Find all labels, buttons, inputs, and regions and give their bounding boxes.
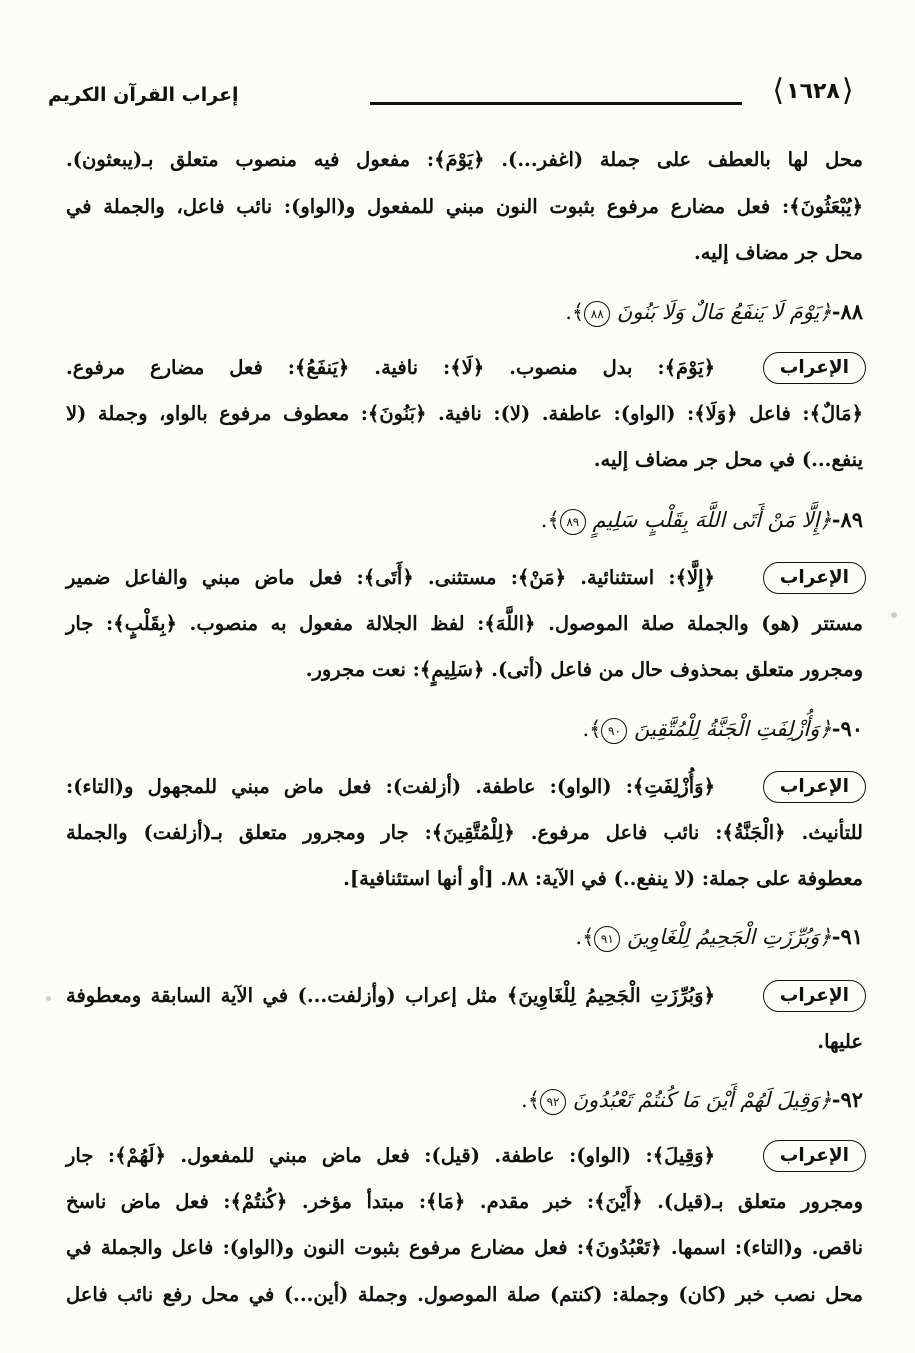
irab-88-line-3: ينفع...) في محل جر مضاف إليه. bbox=[593, 448, 863, 471]
irab-badge-89 bbox=[763, 562, 866, 594]
irab-badge-91 bbox=[763, 980, 866, 1012]
right-bracket-icon: ⟩ bbox=[841, 73, 854, 108]
verse-close: ﴾. bbox=[565, 300, 585, 324]
verse-close: ﴾. bbox=[540, 508, 560, 532]
verse-text: ﴿وَبُرِّزَتِ الْجَحِيمُ لِلْغَاوِينَ bbox=[627, 925, 832, 949]
page-number-box bbox=[748, 74, 878, 108]
irab-92-line-2: ومجرور متعلق بـ(قيل). ﴿أَيْنَ﴾: خبر مقدم. ﴿مَا﴾: مبتدأ مؤخر. ﴿كُنتُمْ﴾: فعل ماض ناسخ bbox=[66, 1190, 863, 1213]
verse-91 bbox=[180, 920, 863, 954]
verse-close: ﴾. bbox=[521, 1088, 541, 1112]
left-bracket-icon: ⟨ bbox=[772, 73, 785, 108]
page-header bbox=[48, 66, 875, 110]
irab-92-line-4: محل نصب خبر (كان) وجملة: (كنتم) صلة الموصول. وجملة (أين...) في محل رفع نائب فاعل bbox=[66, 1283, 863, 1306]
verse-text: ﴿إِلَّا مَنْ أَتَى اللَّهَ بِقَلْبٍ سَلِيمٍ bbox=[592, 508, 832, 532]
intro-line-1: محل لها بالعطف على جملة (اغفر...). ﴿يَوْمَ﴾: مفعول فيه منصوب متعلق بـ(يبعثون). bbox=[66, 148, 863, 171]
verse-number: ٨٨- bbox=[831, 299, 863, 324]
scan-speck bbox=[46, 996, 51, 1001]
verse-number: ٩١- bbox=[831, 924, 863, 949]
irab-89-line-1: ﴿إِلَّا﴾: استثنائية. ﴿مَنْ﴾: مستثنى. ﴿أَتَى﴾: فعل ماض مبني والفاعل ضمير bbox=[66, 566, 715, 589]
verse-end-marker: ٩٠ bbox=[601, 718, 627, 744]
verse-end-marker: ٨٩ bbox=[560, 509, 586, 535]
verse-88 bbox=[180, 295, 863, 329]
verse-89 bbox=[180, 503, 863, 537]
verse-text: ﴿وَأُزْلِفَتِ الْجَنَّةُ لِلْمُتَّقِينَ bbox=[634, 717, 832, 741]
header-rule bbox=[370, 102, 742, 105]
verse-number: ٩٢- bbox=[831, 1087, 863, 1112]
irab-92-line-1: ﴿وَقِيلَ﴾: (الواو): عاطفة. (قيل): فعل ماض مبني للمفعول. ﴿لَهُمْ﴾: جار bbox=[66, 1144, 715, 1167]
verse-90 bbox=[180, 712, 863, 746]
irab-90-line-2: للتأنيث. ﴿الْجَنَّةُ﴾: نائب فاعل مرفوع. ﴿لِلْمُتَّقِينَ﴾: جار ومجرور متعلق بـ(أزلفت) والجملة bbox=[66, 821, 863, 844]
verse-number: ٨٩- bbox=[831, 507, 863, 532]
verse-92 bbox=[180, 1083, 863, 1117]
irab-90-line-1: ﴿وَأُزْلِفَتِ﴾: (الواو): عاطفة. (أزلفت): فعل ماض مبني للمجهول و(التاء): bbox=[66, 775, 715, 798]
scan-speck bbox=[891, 612, 897, 618]
irab-89-line-2: مستتر (هو) والجملة صلة الموصول. ﴿اللَّهَ﴾: لفظ الجلالة مفعول به منصوب. ﴿بِقَلْبٍ﴾: جار bbox=[66, 612, 863, 635]
irab-label: الإعراب bbox=[763, 562, 866, 594]
verse-end-marker: ٨٨ bbox=[584, 301, 610, 327]
irab-89-line-3: ومجرور متعلق بمحذوف حال من فاعل (أتى). ﴿سَلِيمٍ﴾: نعت مجرور. bbox=[305, 658, 863, 681]
verse-number: ٩٠- bbox=[831, 716, 863, 741]
verse-close: ﴾. bbox=[575, 925, 595, 949]
irab-91-line-2: عليها. bbox=[817, 1030, 863, 1053]
irab-90-line-3: معطوفة على جملة: (لا ينفع..) في الآية: ٨٨. [أو أنها استئنافية]. bbox=[343, 867, 863, 890]
irab-92-line-3: ناقص. و(التاء): اسمها. ﴿تَعْبُدُونَ﴾: فعل مضارع مرفوع بثبوت النون و(الواو): فاعل والجملة في bbox=[66, 1236, 863, 1259]
irab-label: الإعراب bbox=[763, 352, 866, 384]
irab-88-line-1: ﴿يَوْمَ﴾: بدل منصوب. ﴿لَا﴾: نافية. ﴿يَنفَعُ﴾: فعل مضارع مرفوع. bbox=[66, 356, 715, 379]
book-title: إعراب القرآن الكريم bbox=[48, 84, 239, 106]
verse-end-marker: ٩١ bbox=[594, 926, 620, 952]
irab-badge-88 bbox=[763, 352, 866, 384]
verse-text: ﴿يَوْمَ لَا يَنفَعُ مَالٌ وَلَا بَنُونَ bbox=[616, 300, 832, 324]
irab-label: الإعراب bbox=[763, 980, 866, 1012]
irab-badge-92 bbox=[763, 1140, 866, 1172]
irab-label: الإعراب bbox=[763, 771, 866, 803]
irab-label: الإعراب bbox=[763, 1140, 866, 1172]
verse-close: ﴾. bbox=[582, 717, 602, 741]
intro-line-3: محل جر مضاف إليه. bbox=[694, 241, 863, 264]
irab-91-line-1: ﴿وَبُرِّزَتِ الْجَحِيمُ لِلْغَاوِينَ﴾ مثل إعراب (وأزلفت...) في الآية السابقة ومعطوفة bbox=[66, 984, 715, 1007]
page-number: ١٦٢٨ bbox=[786, 78, 840, 104]
irab-badge-90 bbox=[763, 771, 866, 803]
irab-88-line-2: ﴿مَالٌ﴾: فاعل ﴿وَلَا﴾: (الواو): عاطفة. (لا): نافية. ﴿بَنُونَ﴾: معطوف مرفوع بالواو، وجملة (لا bbox=[66, 402, 863, 425]
verse-end-marker: ٩٢ bbox=[540, 1089, 566, 1115]
intro-line-2: ﴿يُبْعَثُونَ﴾: فعل مضارع مرفوع بثبوت النون مبني للمفعول و(الواو): نائب فاعل، والجملة في bbox=[66, 195, 863, 218]
verse-text: ﴿وَقِيلَ لَهُمْ أَيْنَ مَا كُنتُمْ تَعْبُدُونَ bbox=[572, 1088, 832, 1112]
